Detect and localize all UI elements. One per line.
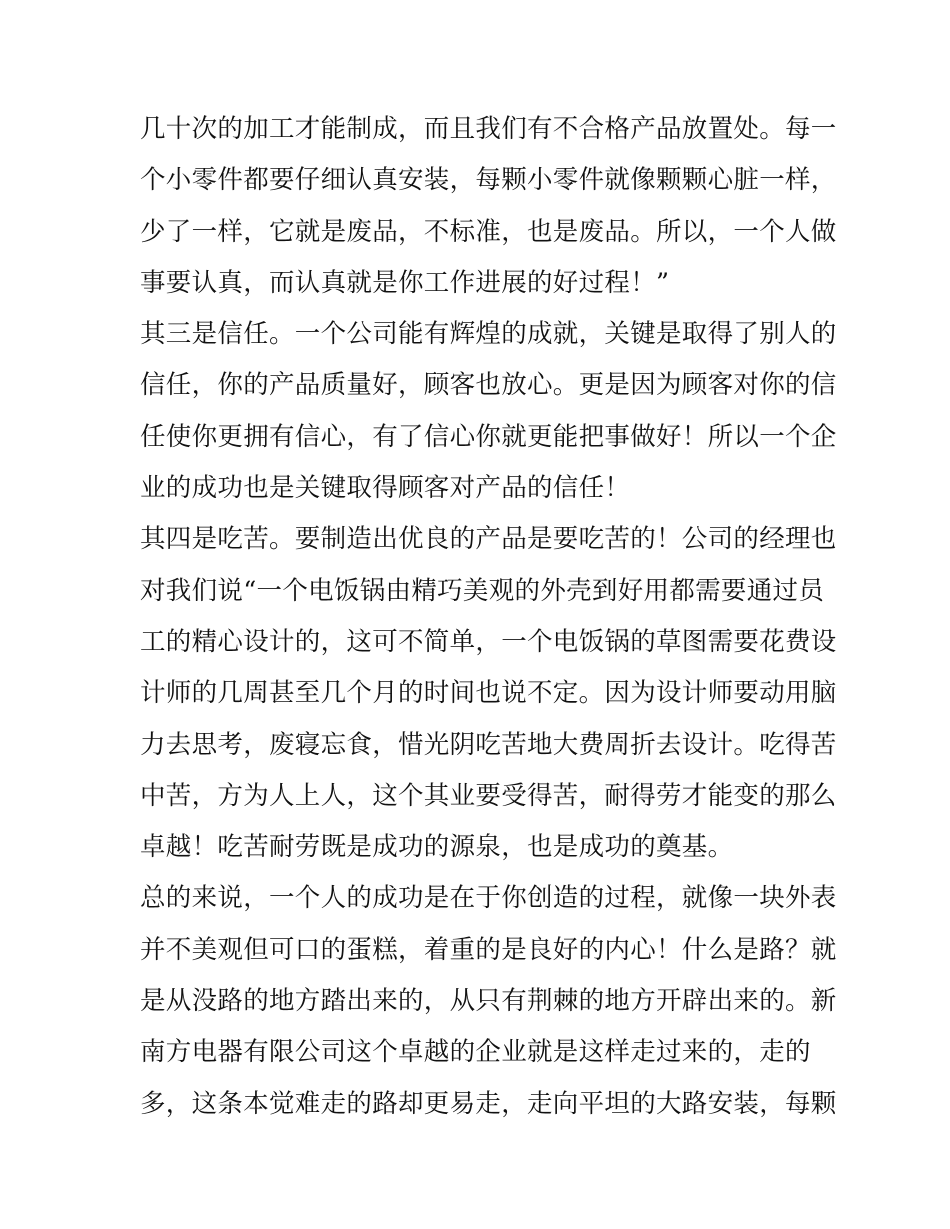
text-line: 力去思考，废寝忘食，惜光阴吃苦地大费周折去设计。吃得苦 bbox=[140, 729, 837, 760]
text-line: 几十次的加工才能制成，而且我们有不合格产品放置处。每一 bbox=[140, 114, 837, 144]
text-line: 个小零件都要仔细认真安装，每颗小零件就像颗颗心脏一样， bbox=[140, 165, 837, 196]
text-line: 是从没路的地方踏出来的，从只有荆棘的地方开辟出来的。新 bbox=[140, 986, 837, 1017]
text-line: 任使你更拥有信心，有了信心你就更能把事做好！所以一个企 bbox=[140, 421, 837, 452]
text-line: 少了一样，它就是废品，不标准，也是废品。所以，一个人做 bbox=[140, 216, 837, 247]
text-line: 南方电器有限公司这个卓越的企业就是这样走过来的，走的 bbox=[140, 1037, 811, 1068]
text-line: 并不美观但可口的蛋糕，着重的是良好的内心！什么是路？就 bbox=[140, 934, 837, 965]
text-line: 其三是信任。一个公司能有辉煌的成就，关键是取得了别人的 bbox=[140, 319, 837, 350]
text-line: 对我们说“一个电饭锅由精巧美观的外壳到好用都需要通过员 bbox=[140, 575, 825, 606]
document-body bbox=[140, 104, 837, 1130]
text-line: 总的来说，一个人的成功是在于你创造的过程，就像一块外表 bbox=[140, 883, 837, 914]
text-line: 中苦，方为人上人，这个其业要受得苦，耐得劳才能变的那么 bbox=[140, 780, 837, 811]
text-line: 计师的几周甚至几个月的时间也说不定。因为设计师要动用脑 bbox=[140, 678, 837, 709]
text-line: 卓越！吃苦耐劳既是成功的源泉，也是成功的奠基。 bbox=[140, 832, 734, 863]
text-line: 事要认真，而认真就是你工作进展的好过程！” bbox=[140, 267, 670, 298]
text-line: 工的精心设计的，这可不简单，一个电饭锅的草图需要花费设 bbox=[140, 626, 837, 657]
text-line: 多，这条本觉难走的路却更易走，走向平坦的大路安装，每颗 bbox=[140, 1088, 837, 1119]
text-line: 信任，你的产品质量好，顾客也放心。更是因为顾客对你的信 bbox=[140, 370, 837, 401]
text-line: 其四是吃苦。要制造出优良的产品是要吃苦的！公司的经理也 bbox=[140, 524, 837, 555]
text-line: 业的成功也是关键取得顾客对产品的信任！ bbox=[140, 473, 631, 504]
